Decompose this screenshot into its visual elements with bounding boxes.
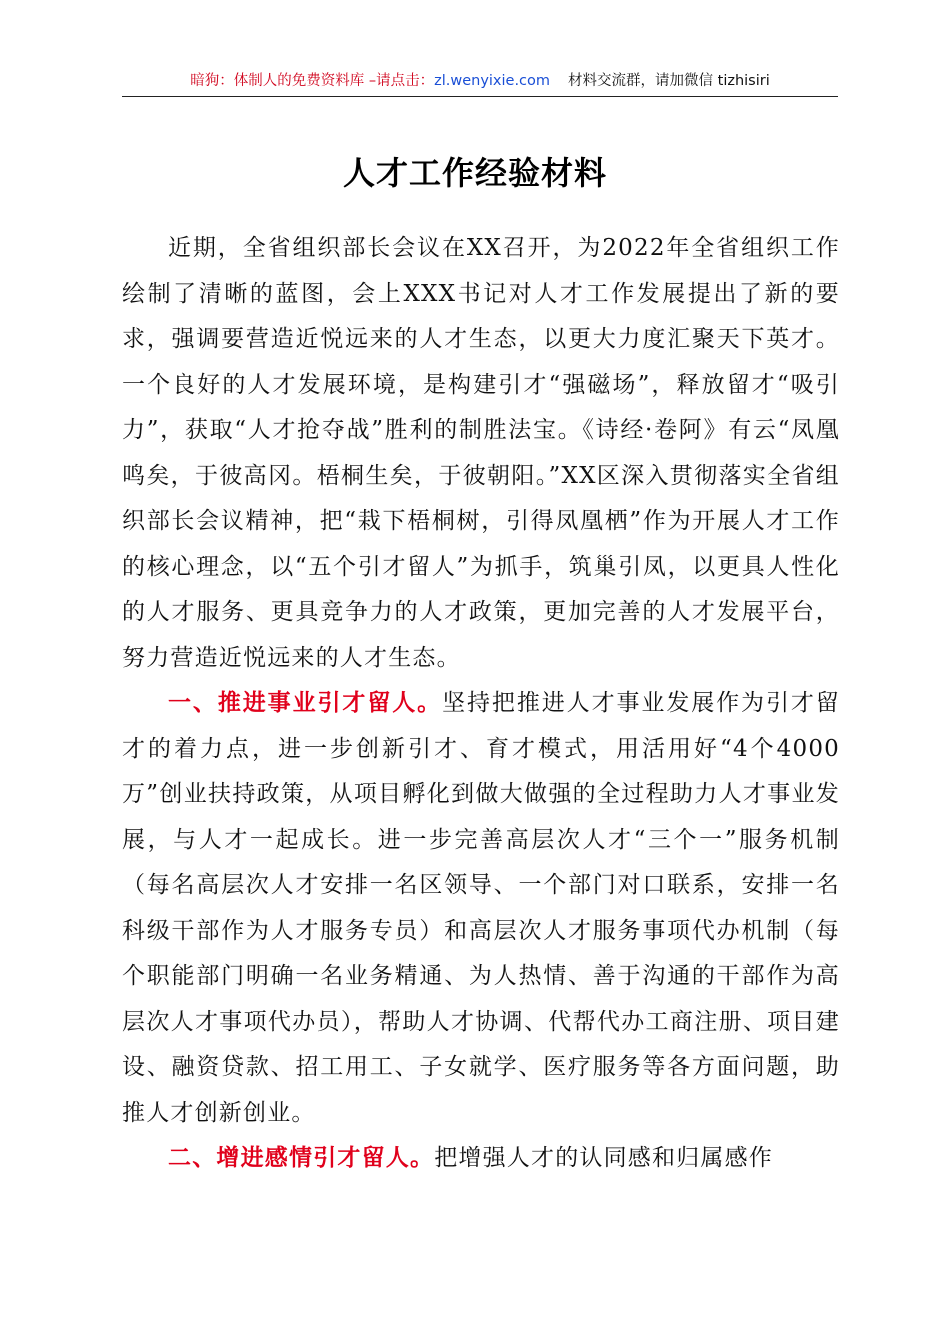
header-brand: 暗狗：体制人的免费资料库: [190, 73, 365, 89]
intro-paragraph: 近期，全省组织部长会议在XX召开，为2022年全省组织工作绘制了清晰的蓝图，会上XXX书记对人才工作发展提出了新的要求，强调要营造近悦远来的人才生态，以更大力度汇聚天下英才。一个良好的人才发展环境，是构建引才“强磁场”，释放留才“吸引力”，获取“人才抢夺战”胜利的制胜法宝。《诗经·卷阿》有云“凤凰鸣矣，于彼高冈。梧桐生矣，于彼朝阳。”XX区深入贯彻落实全省组织部长会议精神，把“栽下梧桐树，引得凤凰栖”作为开展人才工作的核心理念，以“五个引才留人”为抓手，筑巢引凤，以更具人性化的人才服务、更具竞争力的人才政策，更加完善的人才发展平台，努力营造近悦远来的人才生态。: [122, 235, 840, 671]
section-1-text: 坚持把推进人才事业发展作为引才留才的着力点，进一步创新引才、育才模式，用活用好“4个4000万”创业扶持政策，从项目孵化到做大做强的全过程助力人才事业发展，与人才一起成长。进一步完善高层次人才“三个一”服务机制（每名高层次人才安排一名区领导、一个部门对口联系，安排一名科级干部作为人才服务专员）和高层次人才服务事项代办机制（每个职能部门明确一名业务精通、为人热情、善于沟通的干部作为高层次人才事项代办员），帮助人才协调、代帮代办工商注册、项目建设、融资贷款、招工用工、子女就学、医疗服务等各方面问题，助推人才创新创业。: [122, 690, 841, 1126]
section-1-paragraph: [122, 681, 840, 1136]
section-2-heading: 二、增进感情引才留人。: [168, 1145, 435, 1171]
document-body: [122, 226, 840, 1182]
header-link[interactable]: zl.wenyixie.com: [434, 73, 551, 89]
document-title: 人才工作经验材料: [342, 154, 607, 192]
section-1-heading: 一、推进事业引才留人。: [168, 690, 443, 716]
section-2-paragraph: [122, 1136, 840, 1182]
section-2-text: 把增强人才的认同感和归属感作: [434, 1145, 774, 1171]
page-header: [122, 68, 838, 97]
header-separator: –请点击：: [364, 73, 435, 89]
header-contact: 材料交流群，请加微信 tizhisiri: [568, 73, 770, 89]
